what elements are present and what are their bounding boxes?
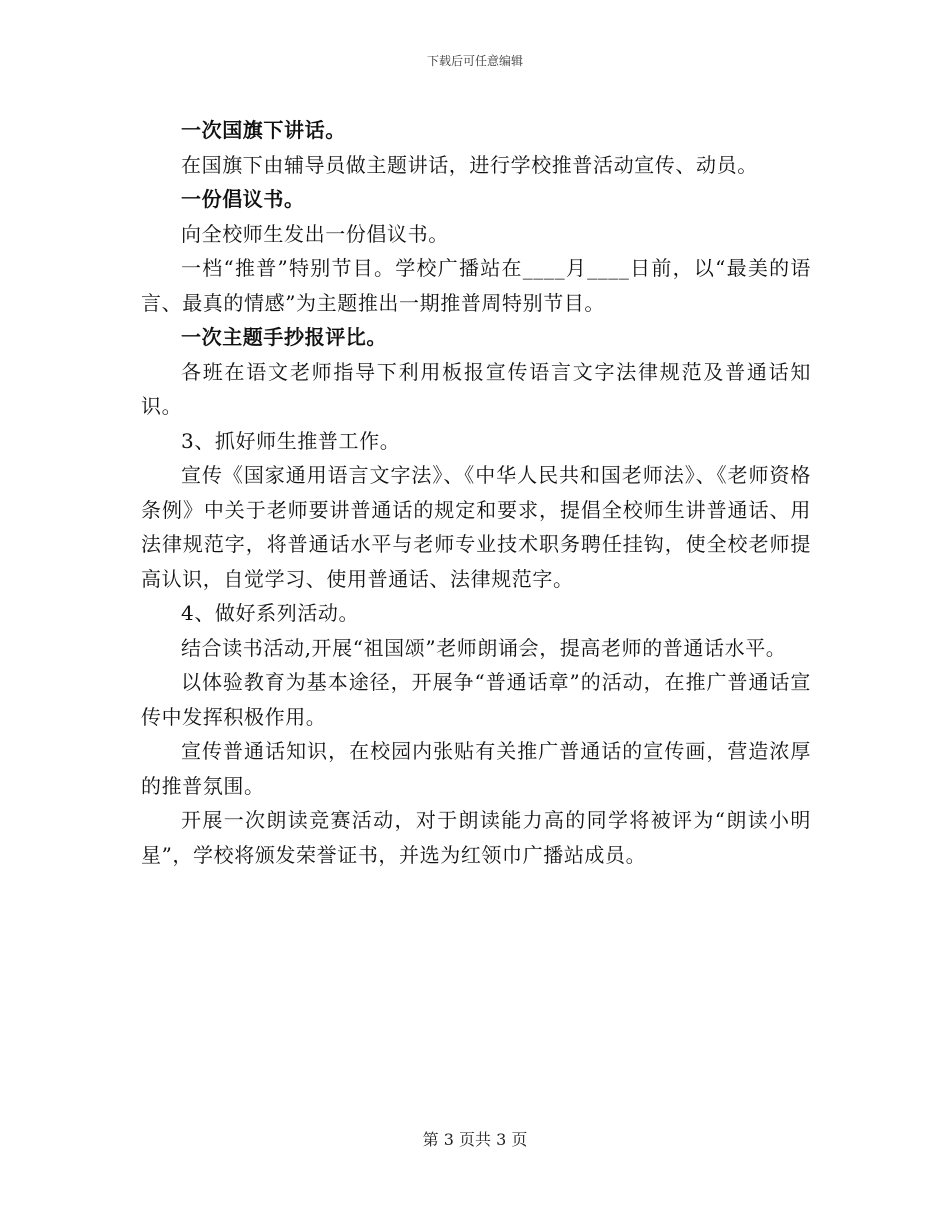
paragraph-3: 一份倡议书。	[181, 187, 305, 211]
page-header: 下载后可任意编辑	[426, 54, 523, 68]
paragraph-12: 以体验教育为基本途径，开展争“普通话章”的活动，在推广普通话宣传中发挥积极作用。	[141, 670, 811, 729]
paragraph-11: 结合读书活动,开展“祖国颂”老师朗诵会，提高老师的普通话水平。	[181, 635, 787, 660]
paragraph-1: 一次国旗下讲话。	[181, 118, 346, 142]
paragraph-8: 3、抓好师生推普工作。	[181, 428, 401, 453]
paragraph-13: 宣传普通话知识，在校园内张贴有关推广普通话的宣传画，营造浓厚的推普氛围。	[141, 739, 811, 798]
paragraph-9: 宣传《国家通用语言文字法》、《中华人民共和国老师法》、《老师资格条例》中关于老师要讲普通话的规定和要求，提倡全校师生讲普通话、用法律规范字，将普通话水平与老师专业技术职务聘任挂钩，使全校老师提高认识，自觉学习、使用普通话、法律规范字。	[141, 463, 811, 591]
paragraph-5: 一档“推普”特别节目。学校广播站在____月____日前，以“最美的语言、最真的情感”为主题推出一期推普周特别节目。	[141, 256, 811, 315]
paragraph-4: 向全校师生发出一份倡议书。	[181, 221, 449, 246]
paragraph-6: 一次主题手抄报评比。	[181, 325, 387, 349]
document-body	[141, 113, 811, 872]
paragraph-2: 在国旗下由辅导员做主题讲话，进行学校推普活动宣传、动员。	[181, 152, 758, 177]
paragraph-14: 开展一次朗读竞赛活动，对于朗读能力高的同学将被评为“朗读小明星”，学校将颁发荣誉证书，并选为红领巾广播站成员。	[141, 808, 811, 867]
page-number: 第 3 页共 3 页	[422, 1130, 528, 1149]
paragraph-7: 各班在语文老师指导下利用板报宣传语言文字法律规范及普通话知识。	[141, 359, 811, 418]
paragraph-10: 4、做好系列活动。	[181, 601, 360, 625]
